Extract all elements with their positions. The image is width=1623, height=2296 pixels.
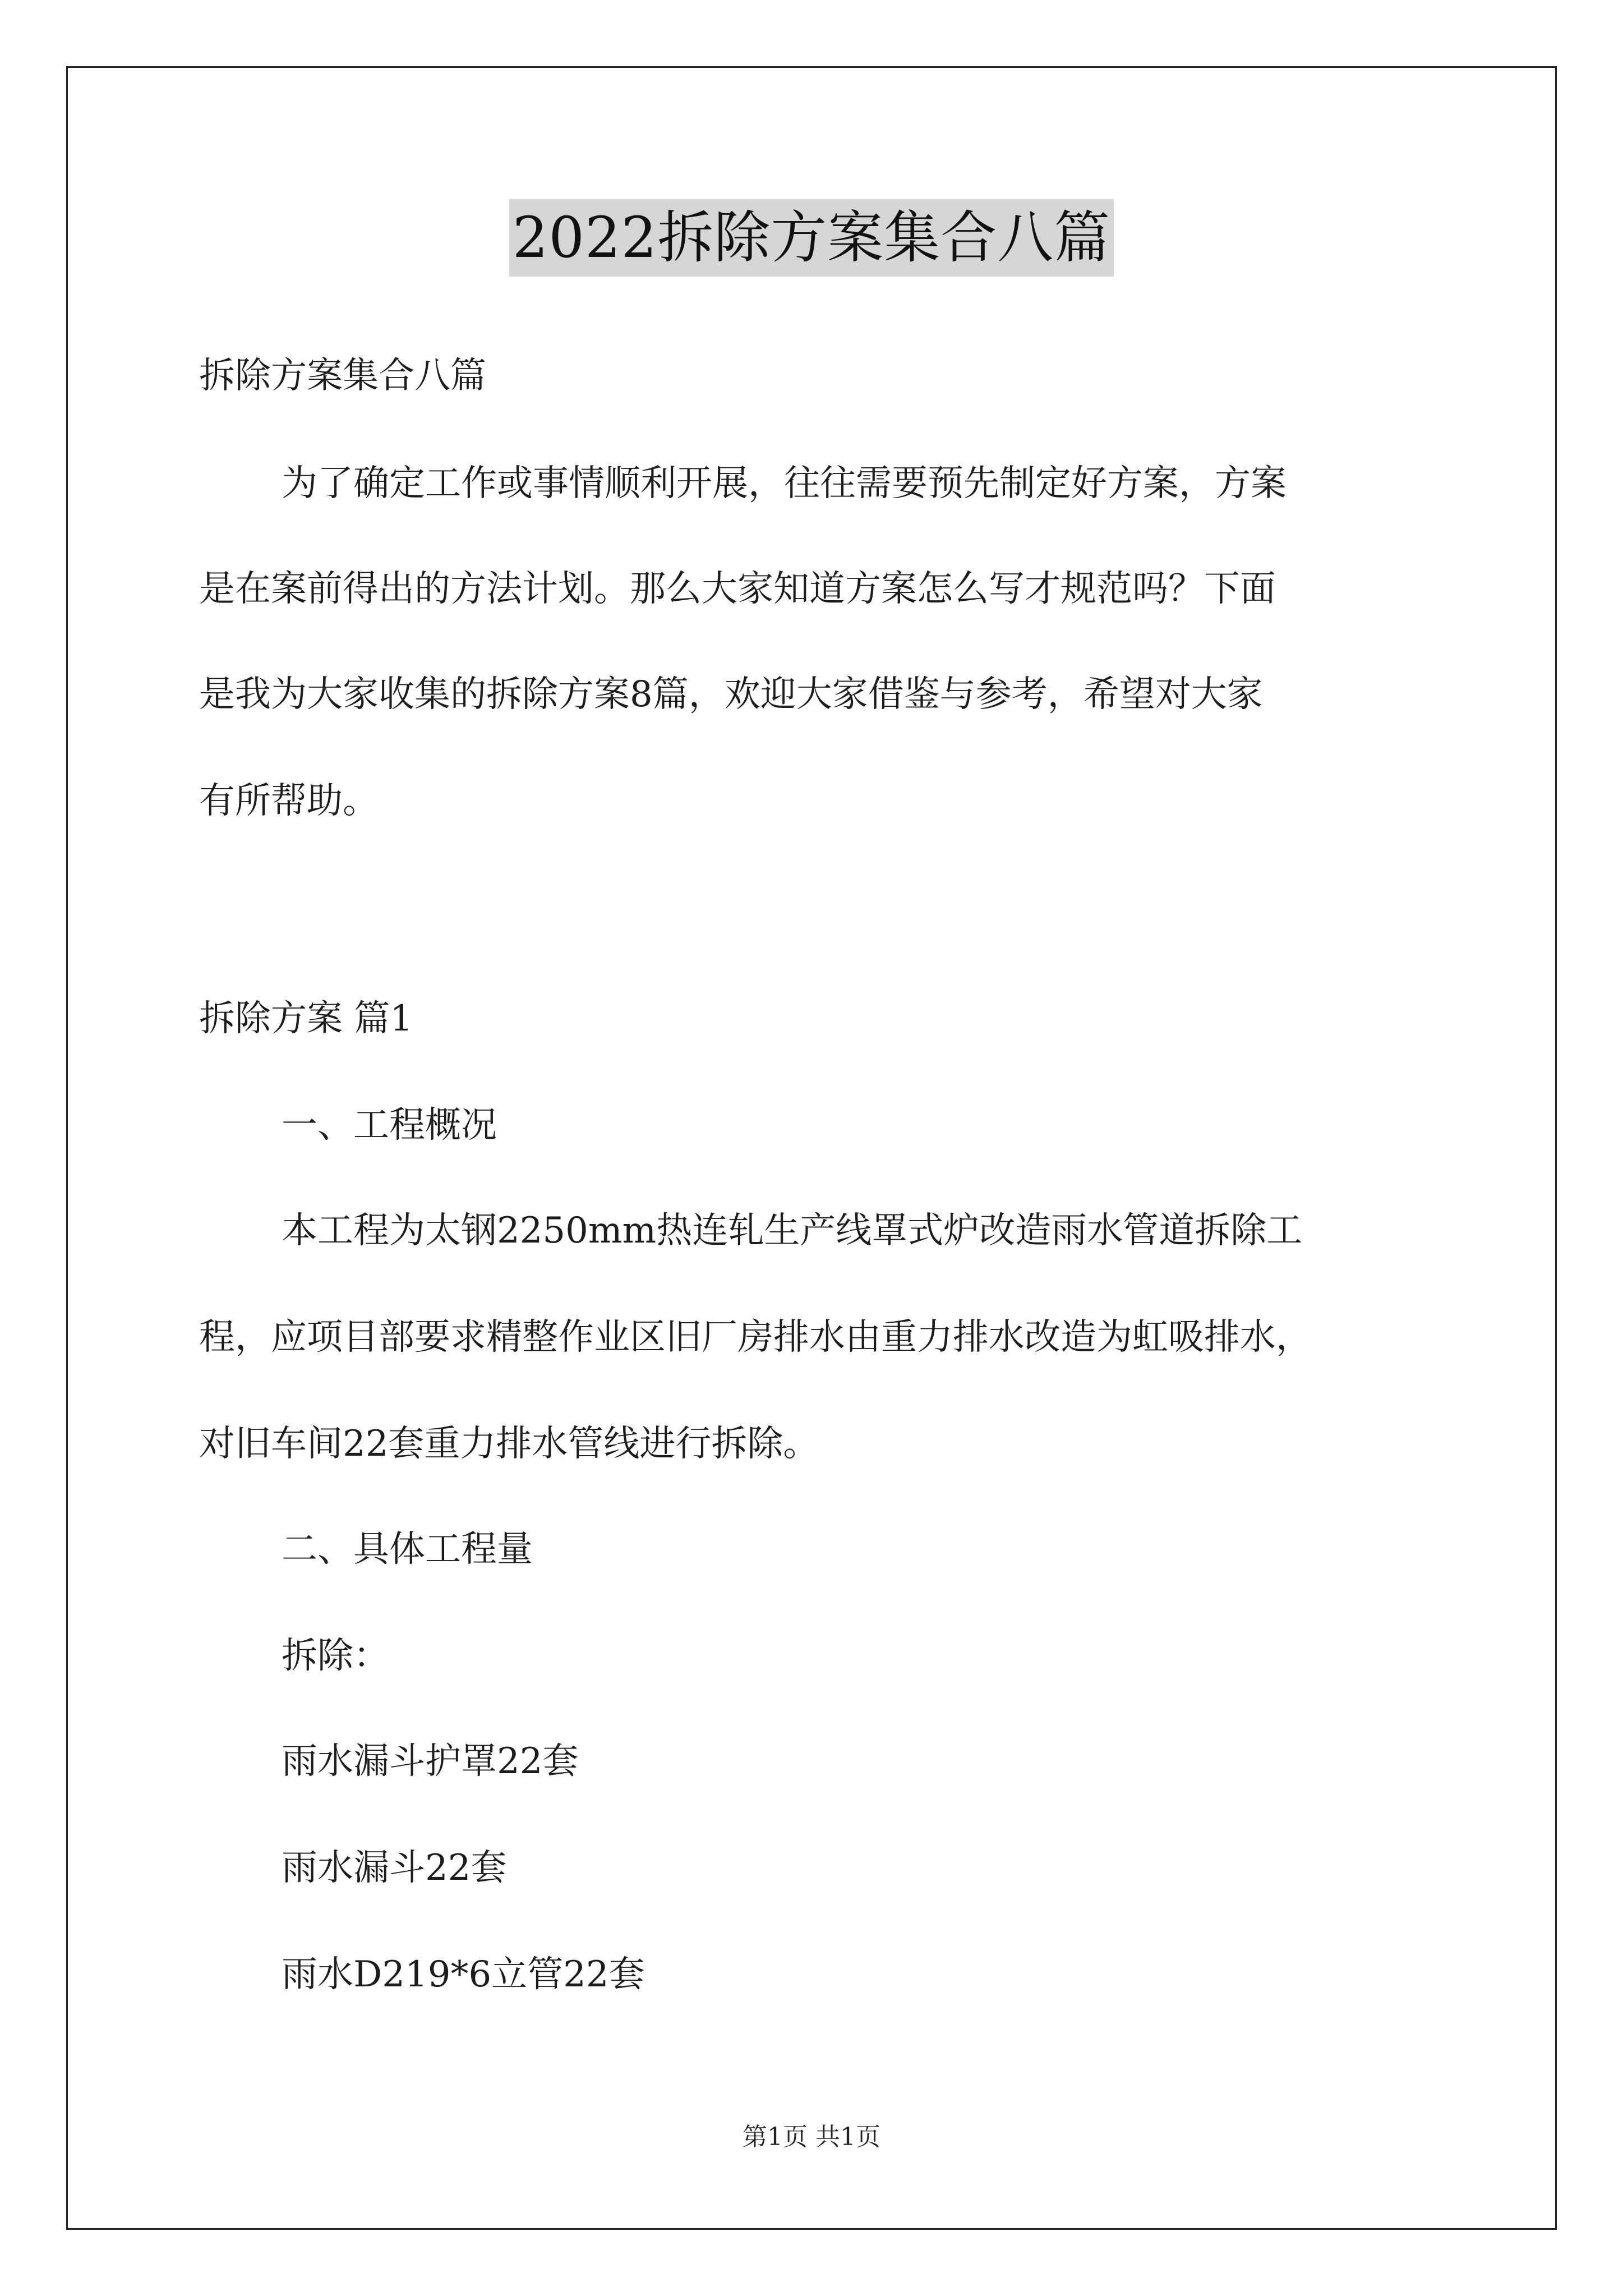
part2-heading: 二、具体工程量 xyxy=(282,1529,533,1570)
page-footer: 第1页 共1页 xyxy=(743,2123,880,2151)
title-container xyxy=(0,199,1623,277)
list-item: 雨水漏斗22套 xyxy=(282,1847,507,1889)
intro-line-2: 是在案前得出的方法计划。那么大家知道方案怎么写才规范吗？下面 xyxy=(199,568,1276,610)
part1-heading: 一、工程概况 xyxy=(282,1105,497,1146)
document-title: 2022拆除方案集合八篇 xyxy=(509,199,1114,277)
part1-line-1: 本工程为太钢2250mm热连轧生产线罩式炉改造雨水管道拆除工 xyxy=(282,1210,1303,1251)
intro-line-3: 是我为大家收集的拆除方案8篇，欢迎大家借鉴与参考，希望对大家 xyxy=(199,674,1263,715)
intro-line-4: 有所帮助。 xyxy=(199,780,379,822)
list-item: 雨水D219*6立管22套 xyxy=(282,1954,645,1995)
part1-line-3: 对旧车间22套重力排水管线进行拆除。 xyxy=(199,1423,819,1465)
intro-line-1: 为了确定工作或事情顺利开展，往往需要预先制定好方案，方案 xyxy=(282,463,1287,504)
part1-line-2: 程，应项目部要求精整作业区旧厂房排水由重力排水改造为虹吸排水， xyxy=(199,1317,1312,1358)
demolish-label: 拆除： xyxy=(282,1635,389,1677)
list-item: 雨水漏斗护罩22套 xyxy=(282,1741,579,1782)
section-heading: 拆除方案 篇1 xyxy=(199,998,413,1039)
document-subtitle: 拆除方案集合八篇 xyxy=(199,355,486,397)
